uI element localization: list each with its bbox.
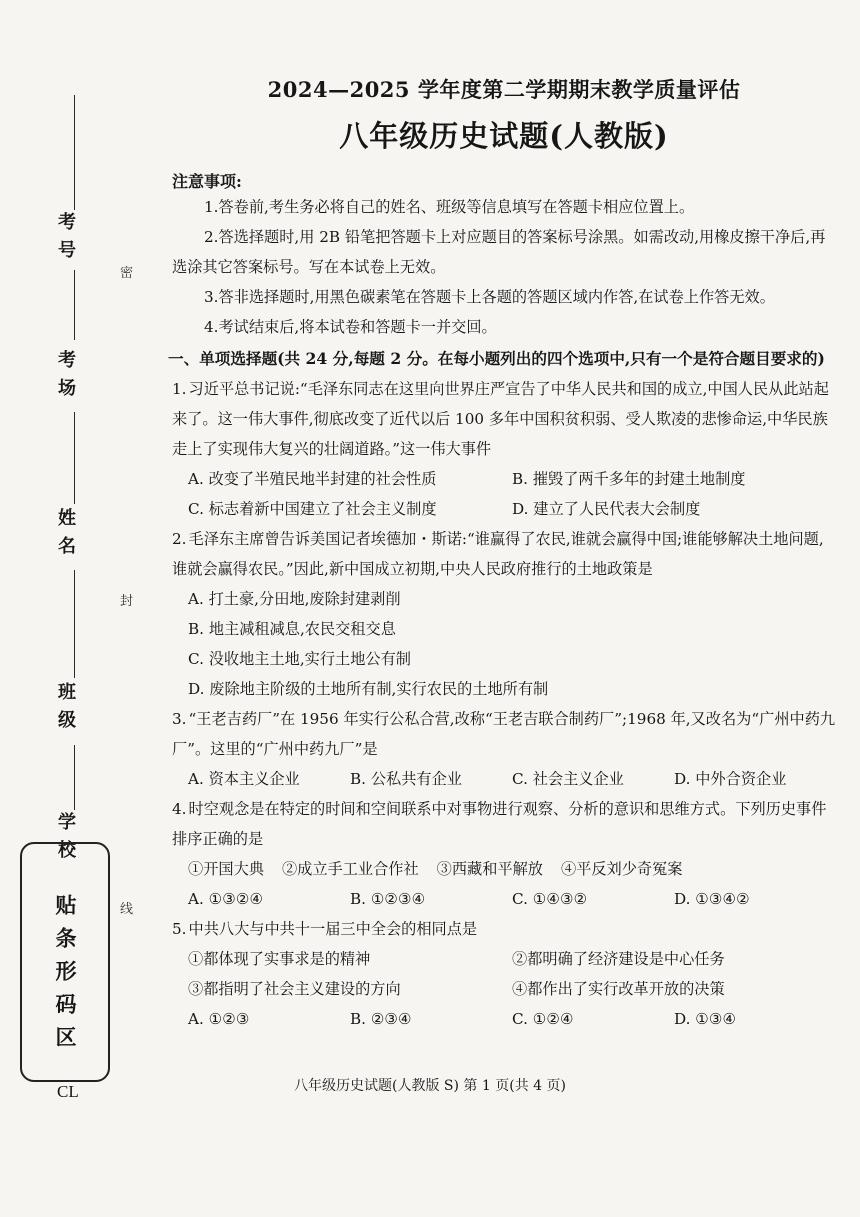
binding-line <box>74 745 75 810</box>
barcode-area <box>20 842 110 1082</box>
option-group <box>172 764 836 794</box>
question-text: 时空观念是在特定的时间和空间联系中对事物进行观察、分析的意识和思维方式。下列历史事件排序正确的是 <box>172 800 827 848</box>
event-item: ④平反刘少奇冤案 <box>560 860 683 878</box>
seal-char-mi: 密 <box>120 266 134 281</box>
notice-item: 3.答非选择题时,用黑色碳素笔在答题卡上各题的答题区域内作答,在试卷上作答无效。 <box>204 288 775 306</box>
section-heading: 一、单项选择题(共 24 分,每题 2 分。在每小题列出的四个选项中,只有一个是符合题目要求的) <box>168 349 825 368</box>
option-a: A. 资本主义企业 <box>188 770 300 788</box>
question-number: 4. <box>172 800 187 818</box>
option-b: B. 地主减租减息,农民交租交息 <box>188 620 396 638</box>
option-d: D. 建立了人民代表大会制度 <box>512 500 701 518</box>
question-text: “王老吉药厂”在 1956 年实行公私合营,改称“王老吉联合制药厂”;1968 年,又改名为“广州中药九厂”。这里的“广州中药九厂”是 <box>172 710 836 758</box>
question-stem <box>172 914 836 944</box>
question-number: 5. <box>172 920 187 938</box>
event-item: ③西藏和平解放 <box>436 860 543 878</box>
question-stem <box>172 524 836 584</box>
side-label-exam-number: 考号 <box>55 212 76 268</box>
notice-item: 2.答选择题时,用 2B 铅笔把答题卡上对应题目的答案标号涂黑。如需改动,用橡皮擦干净后,再选涂其它答案标号。写在本试卷上无效。 <box>172 228 826 276</box>
page-footer: 八年级历史试题(人教版 S) 第 1 页(共 4 页) <box>294 1078 566 1094</box>
option-c: C. ①②④ <box>512 1010 574 1028</box>
option-a: A. 打土豪,分田地,废除封建剥削 <box>188 590 401 608</box>
notice-item: 4.考试结束后,将本试卷和答题卡一并交回。 <box>204 318 497 336</box>
question-number: 2. <box>172 530 187 548</box>
notice-heading: 注意事项: <box>172 172 242 191</box>
binding-line <box>74 570 75 678</box>
option-b: B. 摧毁了两千多年的封建土地制度 <box>512 470 746 488</box>
statement-list <box>172 944 836 1004</box>
option-b: B. ①②③④ <box>350 890 426 908</box>
option-d: D. 废除地主阶级的土地所有制,实行农民的土地所有制 <box>188 680 549 698</box>
main-content <box>168 70 836 1034</box>
option-d: D. 中外合资企业 <box>674 770 787 788</box>
side-label-class: 班级 <box>55 682 76 738</box>
seal-char-feng: 封 <box>120 594 134 609</box>
print-mark: CL <box>57 1082 79 1101</box>
seal-char-xian: 线 <box>120 902 134 917</box>
question-stem <box>172 704 836 764</box>
statement-item: ③都指明了社会主义建设的方向 <box>188 980 401 998</box>
event-item: ①开国大典 <box>188 860 264 878</box>
question-stem <box>172 374 836 464</box>
option-a: A. ①③②④ <box>188 890 264 908</box>
question-number: 1. <box>172 380 187 398</box>
exam-subtitle: 八年级历史试题(人教版) <box>339 119 669 153</box>
question-text: 毛泽东主席曾告诉美国记者埃德加・斯诺:“谁赢得了农民,谁就会赢得中国;谁能够解决土地问题,谁就会赢得农民。”因此,新中国成立初期,中央人民政府推行的土地政策是 <box>172 530 824 578</box>
binding-line <box>74 95 75 210</box>
question-text: 中共八大与中共十一届三中全会的相同点是 <box>188 920 478 938</box>
side-label-exam-room: 考场 <box>55 350 76 406</box>
barcode-label: 贴条形码区 <box>53 894 78 1059</box>
notice-item: 1.答卷前,考生务必将自己的姓名、班级等信息填写在答题卡相应位置上。 <box>204 198 695 216</box>
event-list <box>172 854 836 884</box>
option-b: B. ②③④ <box>350 1010 412 1028</box>
option-c: C. 标志着新中国建立了社会主义制度 <box>188 500 437 518</box>
option-a: A. 改变了半殖民地半封建的社会性质 <box>188 470 437 488</box>
option-d: D. ①③④ <box>674 1010 737 1028</box>
statement-item: ①都体现了实事求是的精神 <box>188 950 371 968</box>
question-stem <box>172 794 836 854</box>
option-c: C. 没收地主土地,实行土地公有制 <box>188 650 411 668</box>
option-c: C. 社会主义企业 <box>512 770 624 788</box>
option-b: B. 公私共有企业 <box>350 770 462 788</box>
event-item: ②成立手工业合作社 <box>281 860 419 878</box>
option-c: C. ①④③② <box>512 890 588 908</box>
question-number: 3. <box>172 710 187 728</box>
exam-title: 2024—2025 学年度第二学期期末教学质量评估 <box>267 77 741 102</box>
binding-line <box>74 270 75 340</box>
binding-line <box>74 412 75 504</box>
question-text: 习近平总书记说:“毛泽东同志在这里向世界庄严宣告了中华人民共和国的成立,中国人民从此站起来了。这一伟大事件,彻底改变了近代以后 100 多年中国积贫积弱、受人欺凌的悲惨命运,中华民族走上了实现伟大复兴的壮阔道路。”这一伟大事件 <box>172 380 829 458</box>
statement-item: ④都作出了实行改革开放的决策 <box>512 980 725 998</box>
option-d: D. ①③④② <box>674 890 750 908</box>
side-label-name: 姓名 <box>55 508 76 564</box>
option-group <box>172 464 836 524</box>
statement-item: ②都明确了经济建设是中心任务 <box>512 950 725 968</box>
side-label-school: 学校 <box>55 812 76 868</box>
option-group <box>172 1004 836 1034</box>
option-a: A. ①②③ <box>188 1010 250 1028</box>
option-group <box>172 884 836 914</box>
